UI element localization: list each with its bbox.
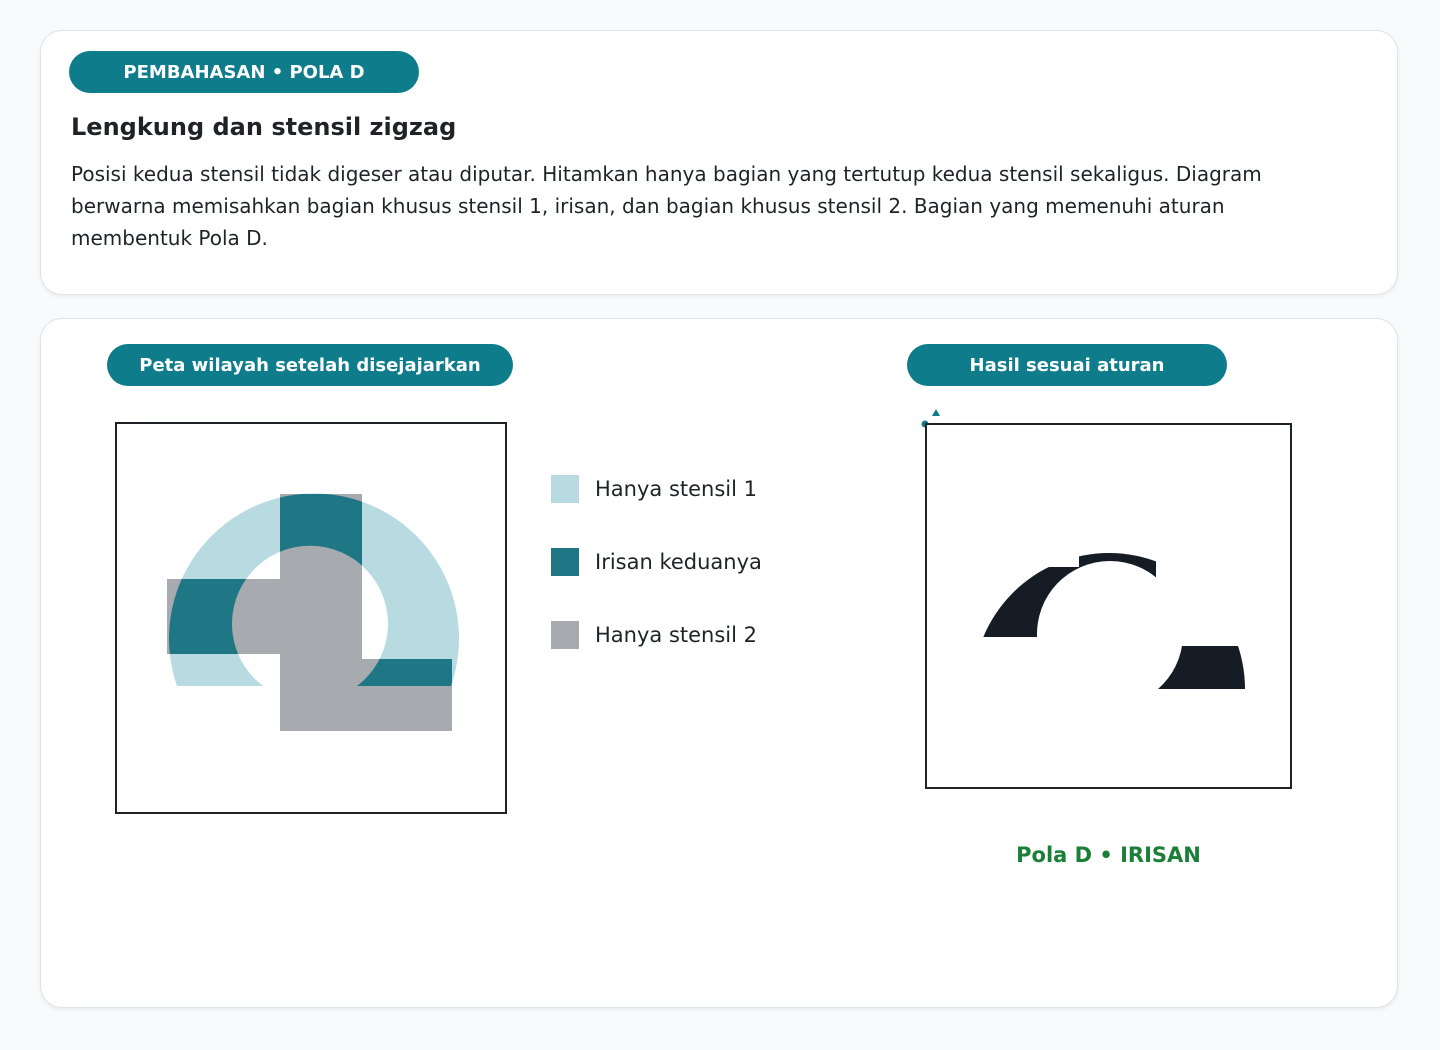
legend-item-intersection bbox=[551, 548, 762, 576]
diagram-card bbox=[40, 318, 1398, 1008]
result-pattern-svg bbox=[927, 425, 1290, 787]
result-pattern-shape bbox=[973, 487, 1249, 717]
page-title: Lengkung dan stensil zigzag bbox=[71, 113, 457, 141]
legend-label: Hanya stensil 2 bbox=[595, 623, 757, 647]
legend-swatch-intersection bbox=[551, 548, 579, 576]
legend-swatch-stencil-1 bbox=[551, 475, 579, 503]
legend-swatch-stencil-2 bbox=[551, 621, 579, 649]
legend-label: Hanya stensil 1 bbox=[595, 477, 757, 501]
legend-item-stencil-2 bbox=[551, 621, 757, 649]
legend-item-stencil-1 bbox=[551, 475, 757, 503]
result-caption: Pola D • IRISAN bbox=[1016, 843, 1201, 867]
result-pattern-diagram bbox=[925, 423, 1292, 789]
aligned-map-diagram bbox=[115, 422, 507, 814]
legend-label: Irisan keduanya bbox=[595, 550, 762, 574]
description-text: Posisi kedua stensil tidak digeser atau diputar. Hitamkan hanya bagian yang tertutup kedua stensil sekaligus. Diagram berwarna memisahkan bagian khusus stensil 1, irisan, dan bagian khusus stensil 2. Bagian yang memenuhi aturan membentuk Pola D. bbox=[71, 162, 1262, 250]
section-tag: PEMBAHASAN • POLA D bbox=[69, 51, 419, 93]
result-panel-title: Hasil sesuai aturan bbox=[907, 344, 1227, 386]
map-panel-title: Peta wilayah setelah disejajarkan bbox=[107, 344, 513, 386]
aligned-map-svg bbox=[117, 424, 505, 812]
explanation-card bbox=[40, 30, 1398, 295]
